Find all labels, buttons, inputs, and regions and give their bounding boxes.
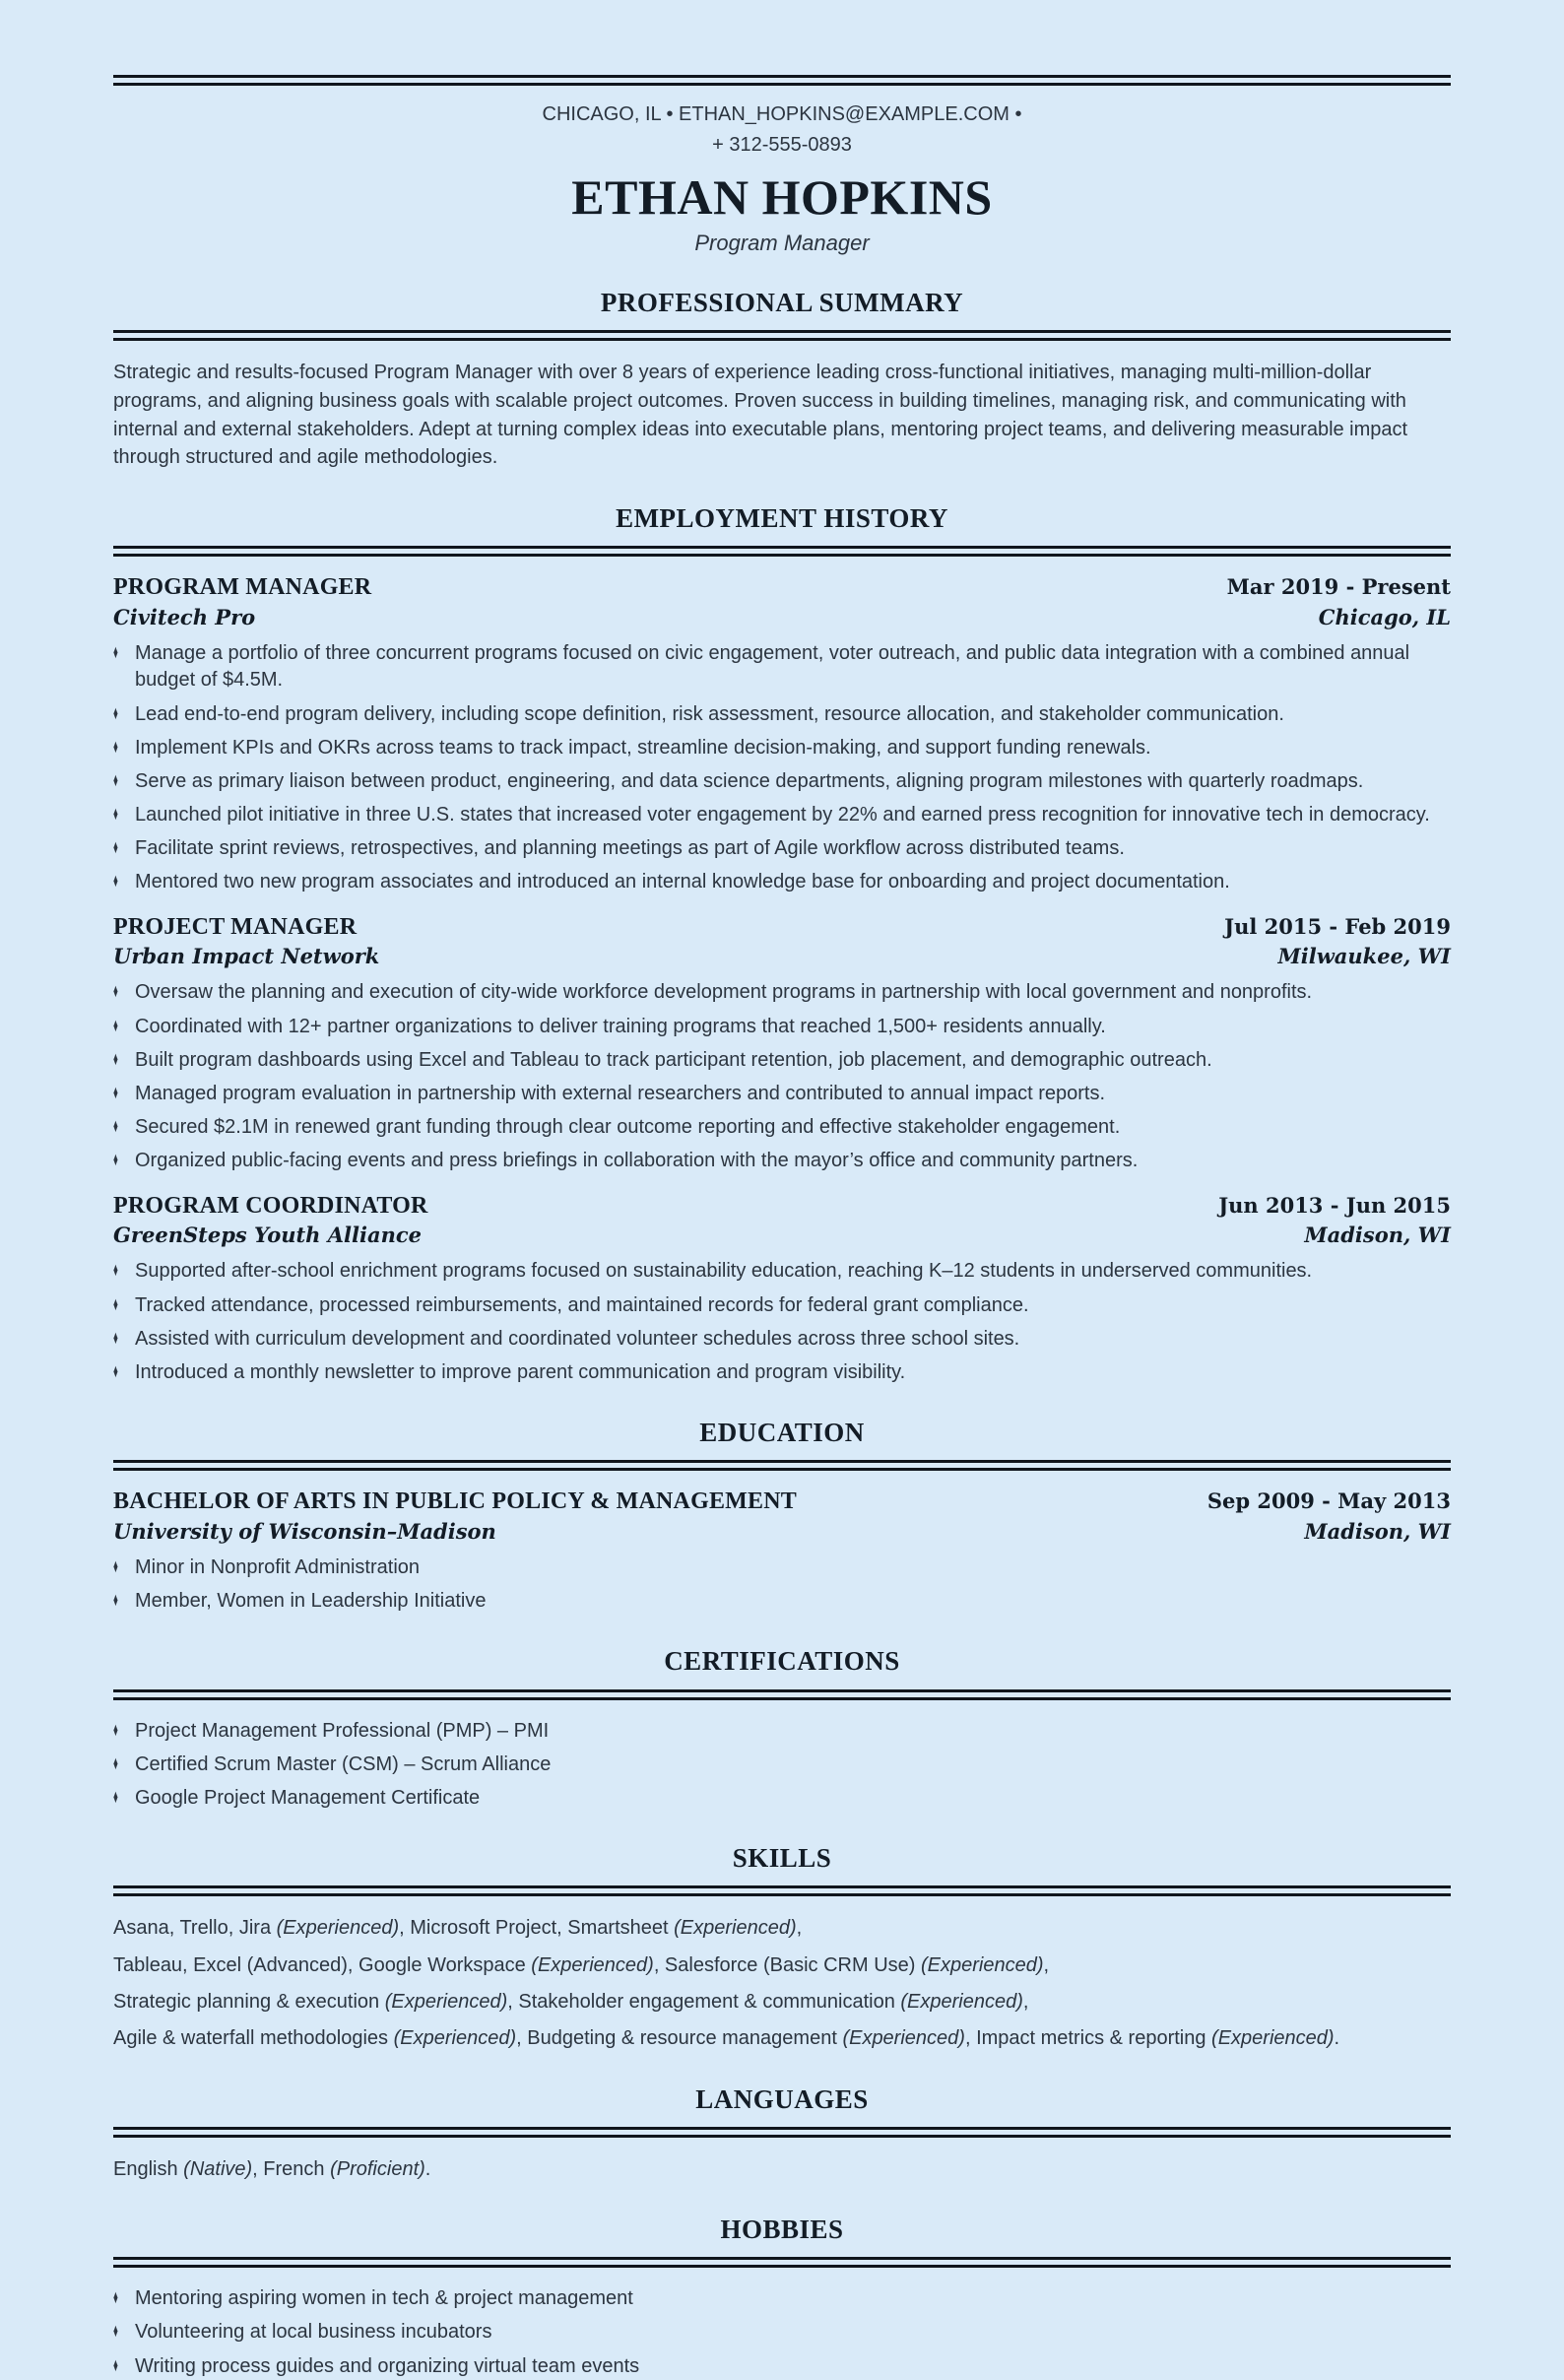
bullet-text: Secured $2.1M in renewed grant funding through clear outcome reporting and effective stakeholder engagement. — [135, 1116, 1121, 1139]
section-certifications — [113, 1646, 1451, 1812]
languages-line — [113, 2155, 1451, 2183]
bullet-text: Tracked attendance, processed reimbursements, and maintained records for federal grant compliance. — [135, 1293, 1029, 1316]
section-professional-summary — [113, 288, 1451, 472]
diamond-bullet-icon: ♦ — [113, 1786, 118, 1808]
job-subheader-row — [113, 944, 1451, 969]
bullet-item — [113, 735, 1451, 761]
diamond-bullet-icon: ♦ — [113, 2321, 118, 2343]
text-segment: . — [1334, 2027, 1340, 2050]
bullet-text: Manage a portfolio of three concurrent programs focused on civic engagement, voter outreach, and public data integration with a combined annual budget of $4.5M. — [135, 642, 1410, 692]
diamond-bullet-icon: ♦ — [113, 2287, 118, 2309]
bullet-text: Assisted with curriculum development and coordinated volunteer schedules across three school sites. — [135, 1327, 1020, 1350]
text-segment: Strategic planning & execution — [113, 1990, 385, 2013]
text-segment: Tableau, Excel (Advanced), Google Workspace — [113, 1953, 532, 1976]
bullet-item — [113, 768, 1451, 795]
job-location: Madison, WI — [1304, 1223, 1451, 1248]
section-employment-history — [113, 503, 1451, 1386]
bullet-text: Implement KPIs and OKRs across teams to track impact, streamline decision-making, and support funding renewals. — [135, 736, 1151, 759]
bullet-text: Member, Women in Leadership Initiative — [135, 1590, 487, 1613]
job-subheader-row — [113, 605, 1451, 630]
diamond-bullet-icon: ♦ — [113, 1327, 118, 1349]
proficiency-label: (Experienced) — [900, 1990, 1023, 2013]
diamond-bullet-icon: ♦ — [113, 1293, 118, 1315]
diamond-bullet-icon: ♦ — [113, 736, 118, 758]
bullet-item — [113, 1752, 1451, 1778]
job-title: PROGRAM COORDINATOR — [113, 1192, 428, 1219]
bullet-item — [113, 979, 1451, 1006]
bullet-text: Coordinated with 12+ partner organizations to deliver training programs that reached 1,500+ residents annually. — [135, 1015, 1106, 1037]
bullet-text: Introduced a monthly newsletter to improve parent communication and program visibility. — [135, 1361, 906, 1383]
text-segment: English — [113, 2157, 184, 2180]
employment-history-heading: EMPLOYMENT HISTORY — [616, 503, 948, 534]
text-segment: , Budgeting & resource management — [516, 2027, 843, 2050]
diamond-bullet-icon: ♦ — [113, 1150, 118, 1171]
diamond-bullet-icon: ♦ — [113, 1015, 118, 1036]
education-header-row — [113, 1488, 1451, 1516]
skill-line — [113, 1951, 1451, 1979]
section-divider — [113, 1689, 1451, 1700]
diamond-bullet-icon: ♦ — [113, 1556, 118, 1578]
section-divider — [113, 1460, 1451, 1471]
bullet-item — [113, 1047, 1451, 1074]
education-entry-slot — [113, 1488, 1451, 1615]
text-segment: . — [424, 2157, 431, 2180]
skill-line — [113, 1988, 1451, 2016]
bullet-text: Lead end-to-end program delivery, including scope definition, risk assessment, resource allocation, and stakeholder communication. — [135, 702, 1284, 725]
job-header-row — [113, 574, 1451, 602]
professional-summary-heading: PROFESSIONAL SUMMARY — [600, 288, 964, 317]
bullet-list — [113, 640, 1451, 896]
bullet-item — [113, 1148, 1451, 1174]
diamond-bullet-icon: ♦ — [113, 702, 118, 724]
diamond-bullet-icon: ♦ — [113, 1048, 118, 1070]
job-header-row — [113, 1193, 1451, 1221]
certifications-heading: CERTIFICATIONS — [664, 1646, 900, 1677]
bullet-item — [113, 869, 1451, 895]
proficiency-label: (Experienced) — [531, 1953, 654, 1976]
bullet-item — [113, 640, 1451, 694]
job-entry — [113, 914, 1451, 1175]
job-header-row — [113, 914, 1451, 942]
bullet-list — [113, 2285, 1451, 2380]
education-subheader-row — [113, 1519, 1451, 1545]
job-organization: Civitech Pro — [113, 604, 256, 629]
bullet-item — [113, 1081, 1451, 1107]
candidate-name: ETHAN HOPKINS — [571, 169, 993, 225]
text-segment: , — [1022, 1990, 1029, 2013]
bullet-text: Organized public-facing events and press briefings in collaboration with the mayor’s office and community partners. — [135, 1150, 1139, 1172]
section-divider — [113, 2257, 1451, 2268]
top-divider — [113, 75, 1451, 86]
diamond-bullet-icon: ♦ — [113, 642, 118, 664]
diamond-bullet-icon: ♦ — [113, 1361, 118, 1382]
bullet-text: Serve as primary liaison between product, engineering, and data science departments, aligning program milestones with quarterly roadmaps. — [135, 769, 1364, 792]
bullet-text: Writing process guides and organizing virtual team events — [135, 2354, 640, 2377]
diamond-bullet-icon: ♦ — [113, 981, 118, 1003]
bullet-list — [113, 1258, 1451, 1386]
bullet-item — [113, 1718, 1451, 1745]
job-organization: GreenSteps Youth Alliance — [113, 1223, 423, 1248]
diamond-bullet-icon: ♦ — [113, 1083, 118, 1104]
diamond-bullet-icon: ♦ — [113, 1719, 118, 1741]
languages-heading: LANGUAGES — [695, 2083, 869, 2114]
job-organization: Urban Impact Network — [113, 944, 380, 969]
section-hobbies — [113, 2215, 1451, 2380]
bullet-item — [113, 1785, 1451, 1812]
bullet-item — [113, 701, 1451, 728]
proficiency-label: (Experienced) — [842, 2027, 965, 2050]
text-segment: , — [1043, 1953, 1050, 1976]
diamond-bullet-icon: ♦ — [113, 1116, 118, 1138]
proficiency-label: (Experienced) — [674, 1917, 797, 1940]
diamond-bullet-icon: ♦ — [113, 1752, 118, 1774]
bullet-item — [113, 1292, 1451, 1319]
bullet-text: Mentoring aspiring women in tech & project management — [135, 2287, 633, 2310]
contact-line-2: + 312-555-0893 — [712, 134, 852, 156]
bullet-text: Volunteering at local business incubators — [135, 2321, 492, 2344]
education-heading: EDUCATION — [699, 1418, 865, 1448]
text-segment: , French — [252, 2157, 331, 2180]
bullet-list — [113, 1718, 1451, 1813]
section-education — [113, 1418, 1451, 1615]
bullet-item — [113, 1258, 1451, 1285]
hobbies-list-slot — [113, 2285, 1451, 2380]
bullet-item — [113, 835, 1451, 862]
diamond-bullet-icon: ♦ — [113, 2354, 118, 2376]
diamond-bullet-icon: ♦ — [113, 804, 118, 826]
bullet-item — [113, 1554, 1451, 1581]
job-entry — [113, 574, 1451, 895]
certifications-list-slot — [113, 1718, 1451, 1813]
diamond-bullet-icon: ♦ — [113, 1260, 118, 1282]
bullet-text: Minor in Nonprofit Administration — [135, 1556, 421, 1579]
candidate-role: Program Manager — [694, 231, 870, 255]
section-divider — [113, 330, 1451, 341]
bullet-item — [113, 802, 1451, 828]
section-languages — [113, 2084, 1451, 2183]
bullet-text: Built program dashboards using Excel and Tableau to track participant retention, job placement, and demographic outreach. — [135, 1048, 1212, 1071]
job-location: Chicago, IL — [1318, 604, 1451, 629]
proficiency-label: (Experienced) — [1211, 2027, 1335, 2050]
job-subheader-row — [113, 1223, 1451, 1248]
bullet-item — [113, 2353, 1451, 2380]
bullet-list — [113, 1554, 1451, 1615]
section-divider — [113, 1885, 1451, 1896]
contact-line-1: CHICAGO, IL • ETHAN_HOPKINS@EXAMPLE.COM • — [542, 103, 1022, 125]
proficiency-label: (Experienced) — [920, 1953, 1044, 1976]
professional-summary-text: Strategic and results-focused Program Manager with over 8 years of experience leading cross-functional initiatives, managing multi-million-dollar programs, and aligning business goals with scalable project outcomes. Proven success in building timelines, managing risk, and communicating with internal and external stakeholders. Adept at turning complex ideas into executable plans, mentoring project teams, and delivering measurable impact through structured and agile methodologies. — [113, 362, 1408, 469]
hobbies-heading: HOBBIES — [720, 2215, 844, 2245]
text-segment: , Impact metrics & reporting — [964, 2027, 1212, 2050]
education-dates: Sep 2009 - May 2013 — [1206, 1488, 1451, 1514]
job-title: PROJECT MANAGER — [113, 913, 358, 940]
bullet-text: Project Management Professional (PMP) – PMI — [135, 1719, 550, 1742]
text-segment: Asana, Trello, Jira — [113, 1917, 277, 1940]
text-segment: , — [796, 1917, 803, 1940]
diamond-bullet-icon: ♦ — [113, 769, 118, 791]
education-location: Madison, WI — [1304, 1518, 1451, 1544]
skills-lines — [113, 1914, 1451, 2053]
proficiency-label: (Proficient) — [330, 2157, 425, 2180]
text-segment: , Microsoft Project, Smartsheet — [399, 1917, 675, 1940]
job-dates: Jul 2015 - Feb 2019 — [1224, 913, 1451, 939]
bullet-item — [113, 1114, 1451, 1141]
bullet-item — [113, 1359, 1451, 1386]
skill-line — [113, 1914, 1451, 1942]
proficiency-label: (Experienced) — [384, 1990, 508, 2013]
bullet-text: Facilitate sprint reviews, retrospectives, and planning meetings as part of Agile workflow across distributed teams. — [135, 837, 1125, 860]
bullet-text: Oversaw the planning and execution of city-wide workforce development programs in partnership with local government and nonprofits. — [135, 981, 1313, 1004]
bullet-list — [113, 979, 1451, 1174]
diamond-bullet-icon: ♦ — [113, 837, 118, 859]
bullet-text: Managed program evaluation in partnership with external researchers and contributed to annual impact reports. — [135, 1083, 1105, 1105]
education-entry — [113, 1488, 1451, 1615]
job-dates: Mar 2019 - Present — [1226, 574, 1451, 600]
proficiency-label: (Experienced) — [393, 2027, 517, 2050]
bullet-text: Certified Scrum Master (CSM) – Scrum Alliance — [135, 1752, 552, 1775]
section-divider — [113, 2127, 1451, 2138]
skill-line — [113, 2024, 1451, 2052]
skills-heading: SKILLS — [732, 1843, 832, 1874]
contact-info — [113, 99, 1451, 161]
education-title: BACHELOR OF ARTS IN PUBLIC POLICY & MANAGEMENT — [113, 1488, 797, 1515]
bullet-item — [113, 1014, 1451, 1040]
text-segment: Agile & waterfall methodologies — [113, 2027, 394, 2050]
jobs-list — [113, 574, 1451, 1386]
job-location: Milwaukee, WI — [1277, 944, 1451, 969]
bullet-item — [113, 2319, 1451, 2346]
diamond-bullet-icon: ♦ — [113, 1590, 118, 1612]
section-skills — [113, 1843, 1451, 2053]
bullet-item — [113, 1588, 1451, 1615]
bullet-item — [113, 1326, 1451, 1353]
bullet-item — [113, 2285, 1451, 2312]
bullet-text: Google Project Management Certificate — [135, 1786, 481, 1809]
education-organization: University of Wisconsin–Madison — [113, 1518, 496, 1544]
proficiency-label: (Native) — [183, 2157, 253, 2180]
job-dates: Jun 2013 - Jun 2015 — [1218, 1192, 1451, 1218]
job-title: PROGRAM MANAGER — [113, 574, 372, 601]
bullet-text: Mentored two new program associates and introduced an internal knowledge base for onboarding and project documentation. — [135, 871, 1230, 893]
job-entry — [113, 1193, 1451, 1387]
text-segment: , Salesforce (Basic CRM Use) — [653, 1953, 921, 1976]
proficiency-label: (Experienced) — [276, 1917, 400, 1940]
diamond-bullet-icon: ♦ — [113, 871, 118, 892]
bullet-text: Supported after-school enrichment programs focused on sustainability education, reaching K–12 students in underserved communities. — [135, 1260, 1313, 1283]
section-divider — [113, 546, 1451, 557]
bullet-text: Launched pilot initiative in three U.S. states that increased voter engagement by 22% and earned press recognition for innovative tech in democracy. — [135, 804, 1430, 826]
text-segment: , Stakeholder engagement & communication — [507, 1990, 901, 2013]
